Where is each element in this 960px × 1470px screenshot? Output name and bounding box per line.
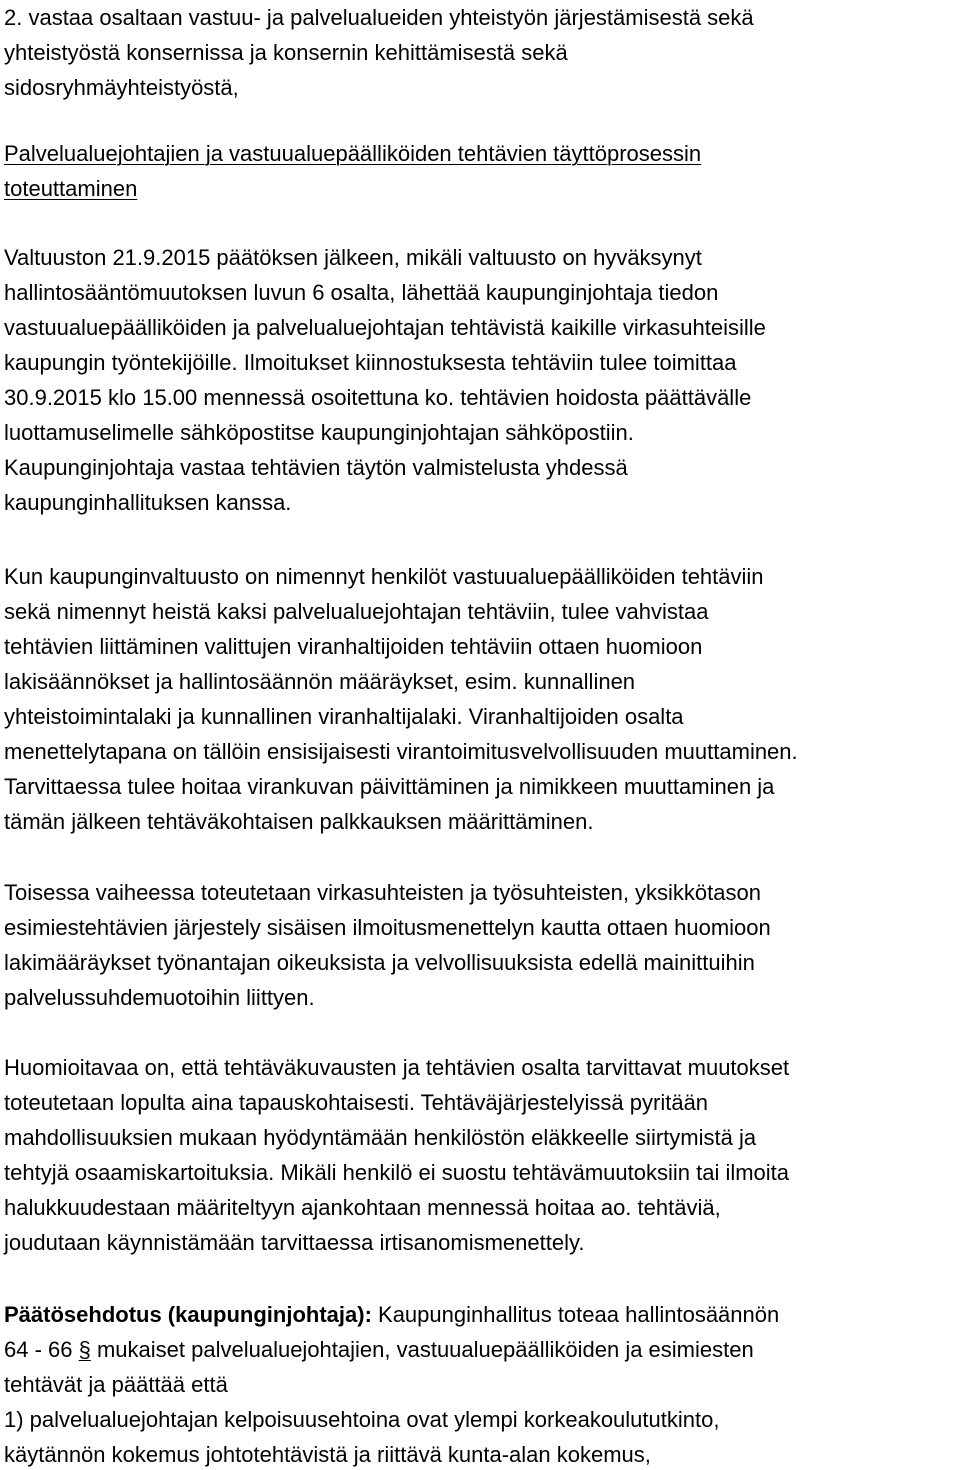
paragraph4-line-5: halukkuudestaan määriteltyyn ajankohtaan mennessä hoitaa ao. tehtäviä, [4,1195,721,1220]
paragraph4-line-6: joudutaan käynnistämään tarvittaessa irtisanomismenettely. [4,1230,585,1255]
paragraph1-line-1: Valtuuston 21.9.2015 päätöksen jälkeen, mikäli valtuusto on hyväksynyt [4,245,702,270]
paragraph3-line-3: lakimääräykset työnantajan oikeuksista ja velvollisuuksista edellä mainittuihin [4,950,755,975]
intro-line-1: 2. vastaa osaltaan vastuu- ja palvelualueiden yhteistyön järjestämisestä sekä [4,5,754,30]
intro-line-3: sidosryhmäyhteistyöstä, [4,75,239,100]
paragraph2-line-3: tehtävien liittäminen valittujen viranhaltijoiden tehtäviin ottaen huomioon [4,634,703,659]
proposal-line-3: tehtävät ja päättää että [4,1372,228,1397]
proposal-line-1-text: Kaupunginhallitus toteaa hallintosäännön [371,1302,780,1327]
paragraph3-line-4: palvelussuhdemuotoihin liittyen. [4,985,315,1010]
proposal-line-2-start: 64 - 66 [4,1337,79,1362]
paragraph4-line-4: tehtyjä osaamiskartoituksia. Mikäli henkilö ei suostu tehtävämuutoksiin tai ilmoita [4,1160,790,1185]
intro-line-2: yhteistyöstä konsernissa ja konsernin kehittämisestä sekä [4,40,568,65]
paragraph2-line-8: tämän jälkeen tehtäväkohtaisen palkkauksen määrittäminen. [4,809,594,834]
paragraph2-line-4: lakisäännökset ja hallintosäännön määräykset, esim. kunnallinen [4,669,636,694]
paragraph1-line-4: kaupungin työntekijöille. Ilmoitukset kiinnostuksesta tehtäviin tulee toimittaa [4,350,737,375]
paragraph1-line-5: 30.9.2015 klo 15.00 mennessä osoitettuna ko. tehtävien hoidosta päättävälle [4,385,752,410]
paragraph2-line-6: menettelytapana on tällöin ensisijaisesti virantoimitusvelvollisuuden muuttaminen. [4,739,798,764]
proposal-line-2-end: mukaiset palvelualuejohtajien, vastuualuepäälliköiden ja esimiesten [90,1337,754,1362]
paragraph1-line-6: luottamuselimelle sähköpostitse kaupunginjohtajan sähköpostiin. [4,420,634,445]
paragraph4-line-2: toteutetaan lopulta aina tapauskohtaisesti. Tehtäväjärjestelyissä pyritään [4,1090,709,1115]
section-sign: § [78,1337,91,1362]
paragraph1-line-8: kaupunginhallituksen kanssa. [4,490,292,515]
paragraph1-line-3: vastuualuepäälliköiden ja palvelualuejohtajan tehtävistä kaikille virkasuhteisille [4,315,766,340]
section-heading-line-1 [4,136,701,171]
section-heading-text-1: Palvelualuejohtajien ja vastuualuepäälliköiden tehtävien täyttöprosessin [4,141,702,166]
paragraph2-line-1: Kun kaupunginvaltuusto on nimennyt henkilöt vastuualuepäälliköiden tehtäviin [4,564,764,589]
paragraph4-line-3: mahdollisuuksien mukaan hyödyntämään henkilöstön eläkkeelle siirtymistä ja [4,1125,757,1150]
paragraph2-line-2: sekä nimennyt heistä kaksi palvelualuejohtajan tehtäviin, tulee vahvistaa [4,599,709,624]
section-heading-line-2 [4,171,137,206]
paragraph2-line-5: yhteistoimintalaki ja kunnallinen viranhaltijalaki. Viranhaltijoiden osalta [4,704,684,729]
proposal-line-5: käytännön kokemus johtotehtävistä ja riittävä kunta-alan kokemus, [4,1442,651,1467]
paragraph3-line-1: Toisessa vaiheessa toteutetaan virkasuhteisten ja työsuhteisten, yksikkötason [4,880,761,905]
paragraph3-line-2: esimiestehtävien järjestely sisäisen ilmoitusmenettelyn kautta ottaen huomioon [4,915,771,940]
paragraph2-line-7: Tarvittaessa tulee hoitaa virankuvan päivittäminen ja nimikkeen muuttaminen ja [4,774,775,799]
proposal-line-2 [4,1332,754,1367]
paragraph4-line-1: Huomioitavaa on, että tehtäväkuvausten ja tehtävien osalta tarvittavat muutokset [4,1055,790,1080]
proposal-line-4: 1) palvelualuejohtajan kelpoisuusehtoina ovat ylempi korkeakoulututkinto, [4,1407,720,1432]
paragraph1-line-7: Kaupunginjohtaja vastaa tehtävien täytön valmistelusta yhdessä [4,455,628,480]
proposal-line-1 [4,1297,779,1332]
proposal-label: Päätösehdotus (kaupunginjohtaja): [4,1302,372,1327]
paragraph1-line-2: hallintosääntömuutoksen luvun 6 osalta, lähettää kaupunginjohtaja tiedon [4,280,719,305]
section-heading-text-2: toteuttaminen [4,176,138,201]
